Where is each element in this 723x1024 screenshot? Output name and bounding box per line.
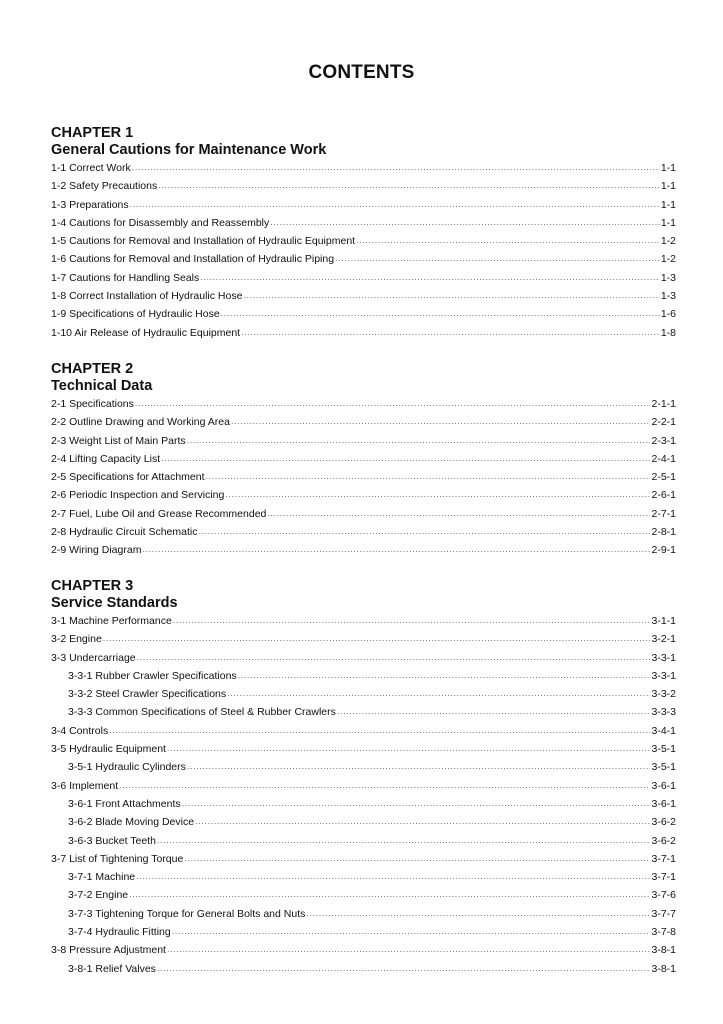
toc-entry[interactable] (51, 159, 676, 177)
dot-leader (238, 666, 651, 684)
toc-entry-page-number: 3-5-1 (651, 743, 676, 756)
toc-entry-page-number: 3-6-1 (651, 779, 676, 792)
toc-entry[interactable] (51, 269, 676, 287)
toc-entry-label: 2-7 Fuel, Lube Oil and Grease Recommended (51, 507, 267, 520)
toc-entry-label: 3-3-2 Steel Crawler Specifications (68, 688, 227, 701)
toc-entry-label: 2-1 Specifications (51, 398, 134, 410)
chapter-title: General Cautions for Maintenance Work (51, 142, 327, 158)
toc-entry-label: 3-7-3 Tightening Torque for General Bolts and Nuts (68, 907, 306, 920)
toc-entry-label: 3-1 Machine Performance (51, 615, 172, 627)
toc-entry-label: 2-6 Periodic Inspection and Servicing (51, 489, 225, 502)
chapter-label: CHAPTER 3 (51, 578, 134, 594)
chapter-label: CHAPTER 1 (51, 125, 134, 141)
toc-entry-page-number: 1-3 (660, 271, 676, 284)
dot-leader (135, 394, 651, 412)
dot-leader (109, 721, 650, 739)
toc-entry-label: 1-6 Cautions for Removal and Installation of Hydraulic Piping (51, 253, 335, 266)
chapter-2-section (51, 361, 676, 560)
dot-leader (187, 431, 651, 449)
dot-leader (167, 739, 651, 757)
toc-entry-page-number: 2-9-1 (651, 544, 676, 557)
toc-entry[interactable] (51, 541, 676, 559)
dot-leader (137, 648, 651, 666)
dot-leader (158, 176, 660, 194)
chapter-3-section (51, 578, 676, 978)
dot-leader (184, 849, 650, 867)
dot-leader (187, 757, 651, 775)
toc-entry-label: 3-3 Undercarriage (51, 651, 136, 664)
toc-entry-page-number: 2-6-1 (651, 489, 676, 502)
toc-entry[interactable] (51, 523, 676, 541)
toc-entry[interactable] (51, 395, 676, 413)
toc-entry-page-number: 1-1 (660, 198, 676, 211)
toc-entry-page-number: 3-6-2 (651, 834, 676, 847)
toc-entry[interactable] (51, 850, 676, 868)
toc-entry-label: 1-3 Preparations (51, 198, 129, 211)
toc-entries (51, 159, 676, 342)
toc-entry-label: 3-6-3 Bucket Teeth (68, 834, 156, 847)
toc-entry-page-number: 1-2 (660, 253, 676, 266)
toc-entry[interactable] (51, 324, 676, 342)
toc-entry-page-number: 3-1-1 (651, 615, 676, 627)
toc-entry-label: 3-6-2 Blade Moving Device (68, 816, 195, 829)
toc-entry-label: 1-1 Correct Work (51, 162, 131, 174)
toc-entry[interactable] (51, 832, 676, 850)
toc-entry-label: 3-7-1 Machine (68, 871, 136, 884)
toc-entry[interactable] (51, 486, 676, 504)
chapter-title: Technical Data (51, 378, 153, 394)
toc-entry-page-number: 2-8-1 (651, 526, 676, 539)
dot-leader (267, 504, 650, 522)
toc-entry[interactable] (51, 740, 676, 758)
dot-leader (173, 611, 651, 629)
dot-leader (142, 540, 650, 558)
dot-leader (241, 323, 660, 341)
dot-leader (132, 158, 660, 176)
toc-entry-page-number: 1-1 (660, 180, 676, 193)
toc-entry-page-number: 3-3-2 (651, 688, 676, 701)
toc-entry[interactable] (51, 287, 676, 305)
dot-leader (335, 249, 660, 267)
toc-entry-label: 1-4 Cautions for Disassembly and Reassembly (51, 216, 270, 229)
toc-entry[interactable] (51, 630, 676, 648)
toc-entry-label: 3-3-1 Rubber Crawler Specifications (68, 669, 237, 682)
dot-leader (129, 885, 650, 903)
toc-entry-label: 1-7 Cautions for Handling Seals (51, 271, 200, 284)
toc-entry-label: 3-5 Hydraulic Equipment (51, 743, 166, 756)
toc-entry[interactable] (51, 960, 676, 978)
chapter-title: Service Standards (51, 595, 178, 611)
toc-entry-label: 2-8 Hydraulic Circuit Schematic (51, 526, 198, 539)
toc-entry[interactable] (51, 813, 676, 831)
toc-entry[interactable] (51, 667, 676, 685)
dot-leader (227, 684, 650, 702)
dot-leader (337, 702, 651, 720)
toc-entry[interactable] (51, 941, 676, 959)
toc-entry-label: 1-10 Air Release of Hydraulic Equipment (51, 326, 241, 339)
toc-entry-label: 2-2 Outline Drawing and Working Area (51, 416, 230, 429)
toc-entry-page-number: 3-7-7 (651, 907, 676, 920)
toc-entry-page-number: 2-2-1 (651, 416, 676, 429)
toc-entry-label: 3-2 Engine (51, 633, 102, 646)
dot-leader (182, 794, 651, 812)
toc-entry-page-number: 3-7-6 (651, 889, 676, 902)
toc-entry[interactable] (51, 214, 676, 232)
toc-entry[interactable] (51, 232, 676, 250)
dot-leader (356, 231, 660, 249)
toc-entries (51, 612, 676, 978)
toc-entry-label: 1-9 Specifications of Hydraulic Hose (51, 308, 220, 321)
dot-leader (119, 776, 650, 794)
toc-entry[interactable] (51, 758, 676, 776)
toc-entry-page-number: 3-7-1 (651, 871, 676, 884)
toc-entry-page-number: 3-3-3 (651, 706, 676, 719)
toc-entry-label: 3-8 Pressure Adjustment (51, 944, 166, 957)
toc-entry[interactable] (51, 923, 676, 941)
toc-entry-page-number: 2-1-1 (651, 398, 676, 410)
toc-entry-page-number: 3-3-1 (651, 651, 676, 664)
toc-entry[interactable] (51, 450, 676, 468)
toc-entry-label: 2-4 Lifting Capacity List (51, 452, 161, 465)
toc-entry-page-number: 2-4-1 (651, 452, 676, 465)
toc-entry-page-number: 2-3-1 (651, 434, 676, 447)
toc-entry-page-number: 1-1 (660, 162, 676, 174)
toc-entry-label: 3-7 List of Tightening Torque (51, 852, 184, 865)
dot-leader (157, 831, 651, 849)
dot-leader (200, 268, 660, 286)
toc-entry[interactable] (51, 905, 676, 923)
dot-leader (243, 286, 659, 304)
dot-leader (198, 522, 650, 540)
toc-entry[interactable] (51, 413, 676, 431)
dot-leader (270, 213, 660, 231)
toc-entry[interactable] (51, 795, 676, 813)
toc-entry-page-number: 3-7-8 (651, 926, 676, 939)
toc-entry[interactable] (51, 722, 676, 740)
toc-entry-label: 3-6-1 Front Attachments (68, 797, 181, 810)
toc-entry[interactable] (51, 250, 676, 268)
toc-entry-page-number: 2-5-1 (651, 471, 676, 484)
dot-leader (167, 940, 651, 958)
toc-entry-page-number: 3-7-1 (651, 852, 676, 865)
dot-leader (195, 812, 650, 830)
dot-leader (172, 922, 651, 940)
dot-leader (221, 304, 660, 322)
toc-entry-page-number: 3-8-1 (651, 944, 676, 957)
toc-entry[interactable] (51, 649, 676, 667)
toc-entry-page-number: 3-4-1 (651, 724, 676, 737)
dot-leader (161, 449, 650, 467)
toc-entry-label: 1-2 Safety Precautions (51, 180, 158, 193)
toc-entry-page-number: 1-1 (660, 216, 676, 229)
toc-entry[interactable] (51, 177, 676, 195)
toc-entry-page-number: 3-5-1 (651, 761, 676, 774)
page-title: CONTENTS (308, 62, 415, 83)
dot-leader (225, 485, 650, 503)
dot-leader (136, 867, 650, 885)
toc-entry-page-number: 3-2-1 (651, 633, 676, 646)
toc-entry-label: 1-5 Cautions for Removal and Installation of Hydraulic Equipment (51, 235, 356, 248)
toc-entry-label: 3-5-1 Hydraulic Cylinders (68, 761, 186, 774)
toc-entry[interactable] (51, 505, 676, 523)
toc-entry[interactable] (51, 305, 676, 323)
toc-entry-label: 3-4 Controls (51, 724, 109, 737)
dot-leader (306, 904, 650, 922)
toc-entry[interactable] (51, 432, 676, 450)
toc-entry-label: 3-6 Implement (51, 779, 119, 792)
toc-entry-page-number: 1-2 (660, 235, 676, 248)
toc-entry[interactable] (51, 468, 676, 486)
toc-entry-page-number: 1-3 (660, 290, 676, 303)
dot-leader (130, 195, 660, 213)
toc-entry[interactable] (51, 886, 676, 904)
chapter-label: CHAPTER 2 (51, 361, 134, 377)
toc-entry-label: 3-3-3 Common Specifications of Steel & Rubber Crawlers (68, 706, 336, 719)
toc-entry-label: 3-8-1 Relief Valves (68, 962, 156, 975)
toc-entry-label: 1-8 Correct Installation of Hydraulic Hose (51, 290, 243, 303)
dot-leader (231, 412, 651, 430)
toc-entry[interactable] (51, 196, 676, 214)
toc-entry-label: 2-3 Weight List of Main Parts (51, 434, 186, 447)
toc-entry[interactable] (51, 868, 676, 886)
toc-entries (51, 395, 676, 560)
toc-entry-page-number: 3-6-2 (651, 816, 676, 829)
chapter-1-section (51, 125, 676, 342)
toc-entry[interactable] (51, 612, 676, 630)
toc-entry-label: 2-9 Wiring Diagram (51, 544, 142, 557)
toc-entry-label: 2-5 Specifications for Attachment (51, 471, 205, 484)
toc-entry-page-number: 3-3-1 (651, 669, 676, 682)
dot-leader (157, 959, 651, 977)
dot-leader (206, 467, 651, 485)
toc-entry-page-number: 1-8 (660, 326, 676, 339)
dot-leader (103, 629, 651, 647)
toc-entry-label: 3-7-2 Engine (68, 889, 129, 902)
toc-entry-label: 3-7-4 Hydraulic Fitting (68, 926, 171, 939)
toc-entry[interactable] (51, 777, 676, 795)
toc-entry-page-number: 1-6 (660, 308, 676, 321)
toc-entry[interactable] (51, 703, 676, 721)
toc-entry-page-number: 3-8-1 (651, 962, 676, 975)
toc-entry[interactable] (51, 685, 676, 703)
toc-entry-page-number: 2-7-1 (651, 507, 676, 520)
toc-entry-page-number: 3-6-1 (651, 797, 676, 810)
